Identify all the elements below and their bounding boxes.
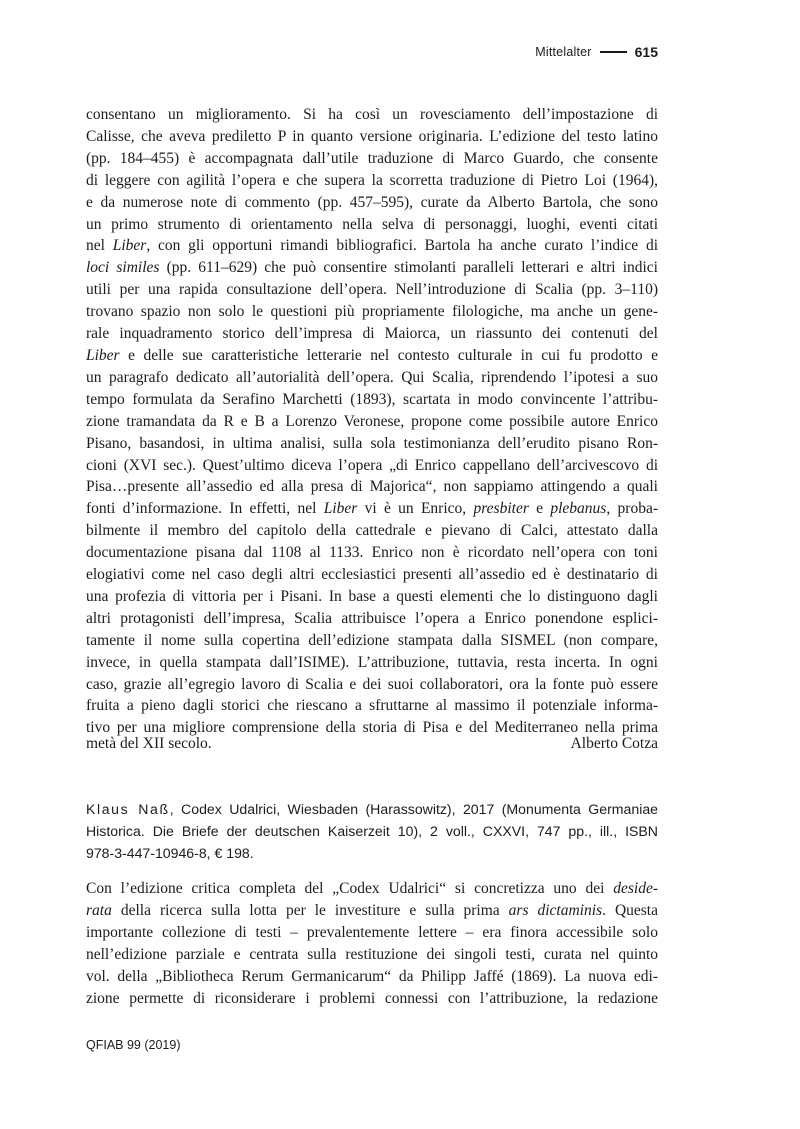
italic-term: Liber [112, 237, 147, 255]
text-line: elogiativi come nel caso degli altri ecclesiastici presenti all’assedio ed è destinatario di [86, 566, 658, 584]
text-line: caso, grazie all’egregio lavoro di Scalia e dei suoi collaboratori, ora la fonte può essere [86, 675, 658, 693]
text-line [86, 235, 658, 257]
italic-term: Liber [323, 500, 358, 518]
text-line [86, 900, 658, 922]
bib-line: 978-3-447-10946-8, € 198. [86, 845, 254, 861]
text-line: consentano un miglioramento. Si ha così un rovesciamento dell’impostazione di [86, 106, 658, 123]
italic-term: deside- [613, 880, 658, 897]
italic-term: plebanus [550, 500, 607, 518]
bib-line: Klaus Naß, Codex Udalrici, Wiesbaden (Harassowitz), 2017 (Monumenta Germaniae [86, 801, 658, 817]
text-line: un primo strumento di orientamento nella selva di personaggi, luoghi, eventi citati [86, 215, 658, 233]
text-line: utili per una rapida consultazione dell’opera. Nell’introduzione di Scalia (pp. 3–110) [86, 281, 658, 299]
text-line: di leggere con agilità l’opera e che supera la scorretta traduzione di Pietro Loi (1964), [86, 171, 658, 189]
running-section-title: Mittelalter [535, 45, 592, 59]
text-segment: della ricerca sulla lotta per le investiture e sulla prima [111, 901, 509, 919]
running-head-rule [600, 51, 627, 53]
text-line: invece, in quella stampata dall’ISIME). L’attribuzione, tuttavia, resta incerta. In ogni [86, 653, 658, 671]
text-line: vol. della „Bibliotheca Rerum Germanicarum“ da Philipp Jaffé (1869). La nuova edi- [86, 967, 658, 985]
text-line: altri protagonisti dell’impresa, Scalia attribuisce l’opera a Enrico ponendone esplici- [86, 609, 658, 627]
page-number: 615 [634, 44, 658, 60]
closing-line: metà del XII secolo. [86, 735, 212, 752]
text-line: tamente il nome sulla copertina dell’edizione stampata dalla SISMEL (non compare, [86, 631, 658, 649]
text-segment: Con l’edizione critica completa del „Codex Udalrici“ si concretizza uno dei [86, 880, 614, 897]
text-line: zione permette di riconsiderare i problemi connessi con l’attribuzione, la redazione [86, 989, 658, 1007]
text-line: documentazione pisana dal 1108 al 1133. Enrico non è ricordato nell’opera con toni [86, 544, 658, 562]
text-segment: e [528, 500, 551, 518]
text-line: zione tramandata da R e B a Lorenzo Veronese, propone come possibile autore Enrico [86, 412, 658, 430]
text-line: nell’edizione parziale e centrata sulla restituzione dei singoli testi, curata nel quinto [86, 945, 658, 963]
text-line: Pisano, basandosi, in ultima analisi, sulla sola testimonianza dell’erudito pisano Ron- [86, 434, 658, 452]
review-2-bibliographic-header [86, 798, 658, 864]
text-line: tivo per una migliore comprensione della storia di Pisa e del Mediterraneo nella prima [86, 719, 658, 737]
text-line: Calisse, che aveva prediletto P in quanto versione originaria. L’edizione del testo latino [86, 127, 658, 145]
text-segment: , proba- [606, 500, 658, 518]
text-line: un paragrafo dedicato all’autorialità dell’opera. Qui Scalia, riprendendo l’ipotesi a suo [86, 368, 658, 386]
text-line: rale inquadramento storico dell’impresa di Maiorca, un riassunto dei contenuti del [86, 325, 658, 343]
italic-term: loci similes [86, 259, 160, 277]
text-line: bilmente il membro del capitolo della cattedrale e pievano di Calci, attestato dalla [86, 522, 658, 540]
text-line [86, 345, 658, 367]
reviewer-name: Alberto Cotza [570, 735, 658, 752]
text-line: importante collezione di testi – prevalentemente lettere – era finora accessibile solo [86, 923, 658, 941]
text-line: (pp. 184–455) è accompagnata dall’utile traduzione di Marco Guardo, che consente [86, 149, 658, 167]
italic-term: presbiter [473, 500, 529, 518]
text-line: una profezia di vittoria per i Pisani. In base a questi elementi che lo distinguono dagli [86, 587, 658, 605]
italic-term: ars dictaminis [508, 901, 603, 919]
text-line [86, 257, 658, 279]
bib-line: Historica. Die Briefe der deutschen Kaiserzeit 10), 2 voll., CXXVI, 747 pp., ill., ISBN [86, 823, 658, 839]
text-line: trovano spazio non solo le questioni più propriamente filologiche, ma anche un gene- [86, 303, 658, 321]
text-line: fruita a pieno dagli storici che riescano a sfruttarne al massimo il potenziale informa- [86, 697, 658, 715]
running-head [535, 44, 658, 60]
text-segment: (pp. 611–629) che può consentire stimolanti paralleli letterari e altri indici [159, 259, 658, 277]
text-line: Pisa…presente all’assedio ed alla presa di Majorica“, non sappiamo attingendo a quali [86, 478, 658, 496]
text-line: cioni (XVI sec.). Quest’ultimo diceva l’opera „di Enrico cappellano dell’arcivescovo di [86, 456, 658, 474]
italic-term: rata [86, 901, 112, 919]
text-line [86, 878, 658, 900]
review-2-text [86, 878, 658, 1009]
italic-term: Liber [86, 346, 120, 364]
review-1-text [86, 104, 658, 739]
text-segment: nel [86, 237, 113, 255]
text-line: e da numerose note di commento (pp. 457–595), curate da Alberto Bartola, che sono [86, 193, 658, 211]
text-segment: vi è un Enrico, [357, 500, 474, 518]
journal-footer: QFIAB 99 (2019) [86, 1038, 181, 1052]
text-segment: fonti d’informazione. In effetti, nel [86, 500, 324, 518]
review-1-closing [86, 733, 658, 755]
text-segment: , con gli opportuni rimandi bibliografici. Bartola ha anche curato l’indice di [146, 237, 658, 255]
text-segment: . Questa [602, 901, 658, 919]
text-segment: e delle sue caratteristiche letterarie nel contesto culturale in cui fu prodotto e [119, 346, 658, 364]
text-line [86, 498, 658, 520]
reviewed-author: Klaus Naß [86, 801, 170, 817]
text-line: tempo formulata da Serafino Marchetti (1893), scartata in modo convincente l’attribu- [86, 390, 658, 408]
